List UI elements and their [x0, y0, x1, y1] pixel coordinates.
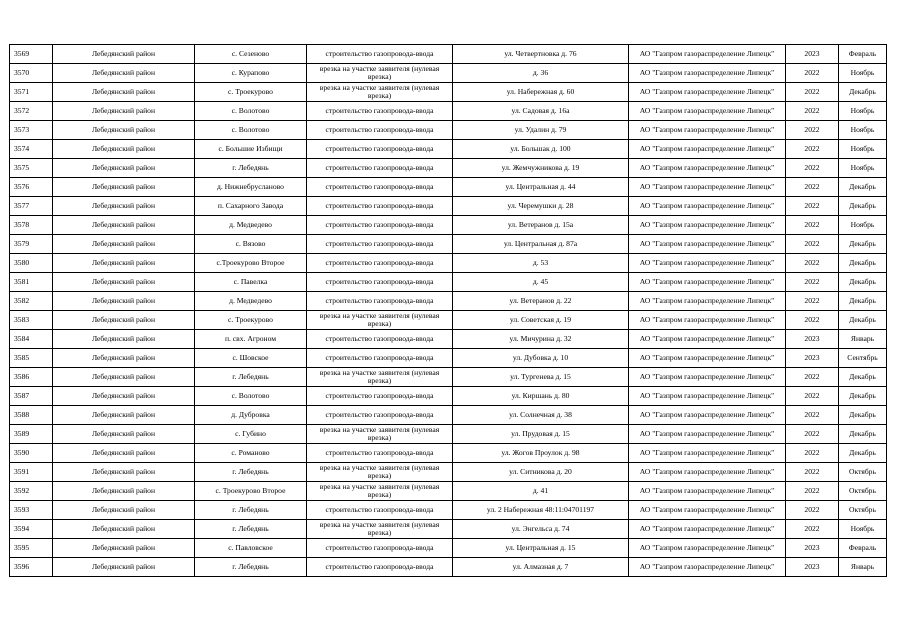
month-cell: Декабрь [839, 83, 887, 102]
settlement-cell: с. Павелка [195, 273, 307, 292]
work-type-cell: строительство газопровода-ввода [307, 216, 453, 235]
organization-cell: АО "Газпром газораспределение Липецк" [629, 558, 786, 577]
address-cell: ул. Алмазная д. 7 [453, 558, 629, 577]
settlement-cell: с.Троекурово Второе [195, 254, 307, 273]
settlement-cell: г. Лебедянь [195, 159, 307, 178]
settlement-cell: г. Лебедянь [195, 520, 307, 539]
row-number-cell: 3572 [10, 102, 53, 121]
settlement-cell: г. Лебедянь [195, 368, 307, 387]
month-cell: Ноябрь [839, 216, 887, 235]
year-cell: 2023 [786, 330, 839, 349]
registry-table-body [10, 45, 887, 577]
year-cell: 2022 [786, 140, 839, 159]
address-cell: д. 53 [453, 254, 629, 273]
month-cell: Сентябрь [839, 349, 887, 368]
address-cell: ул. Удалин д. 79 [453, 121, 629, 140]
table-row [10, 330, 887, 349]
table-row [10, 349, 887, 368]
year-cell: 2023 [786, 558, 839, 577]
month-cell: Декабрь [839, 368, 887, 387]
district-cell: Лебедянский район [53, 45, 195, 64]
table-row [10, 292, 887, 311]
settlement-cell: с. Романово [195, 444, 307, 463]
year-cell: 2022 [786, 83, 839, 102]
settlement-cell: с. Троекурово [195, 83, 307, 102]
work-type-cell: строительство газопровода-ввода [307, 539, 453, 558]
organization-cell: АО "Газпром газораспределение Липецк" [629, 273, 786, 292]
address-cell: ул. Садовая д. 16а [453, 102, 629, 121]
organization-cell: АО "Газпром газораспределение Липецк" [629, 311, 786, 330]
row-number-cell: 3588 [10, 406, 53, 425]
work-type-cell: строительство газопровода-ввода [307, 387, 453, 406]
year-cell: 2022 [786, 444, 839, 463]
month-cell: Ноябрь [839, 140, 887, 159]
year-cell: 2022 [786, 311, 839, 330]
month-cell: Декабрь [839, 197, 887, 216]
work-type-cell: строительство газопровода-ввода [307, 406, 453, 425]
organization-cell: АО "Газпром газораспределение Липецк" [629, 349, 786, 368]
organization-cell: АО "Газпром газораспределение Липецк" [629, 64, 786, 83]
year-cell: 2022 [786, 159, 839, 178]
address-cell: ул. Набережная д. 60 [453, 83, 629, 102]
address-cell: д. 41 [453, 482, 629, 501]
address-cell: ул. Центральная д. 44 [453, 178, 629, 197]
district-cell: Лебедянский район [53, 311, 195, 330]
work-type-cell: строительство газопровода-ввода [307, 121, 453, 140]
row-number-cell: 3581 [10, 273, 53, 292]
table-row [10, 216, 887, 235]
year-cell: 2022 [786, 520, 839, 539]
work-type-cell: строительство газопровода-ввода [307, 349, 453, 368]
address-cell: ул. Черемушки д. 28 [453, 197, 629, 216]
settlement-cell: г. Лебедянь [195, 558, 307, 577]
district-cell: Лебедянский район [53, 406, 195, 425]
row-number-cell: 3585 [10, 349, 53, 368]
month-cell: Декабрь [839, 178, 887, 197]
district-cell: Лебедянский район [53, 273, 195, 292]
organization-cell: АО "Газпром газораспределение Липецк" [629, 482, 786, 501]
settlement-cell: д. Нижнебрусланово [195, 178, 307, 197]
address-cell: ул. Ветеранов д. 15а [453, 216, 629, 235]
work-type-cell: строительство газопровода-ввода [307, 235, 453, 254]
month-cell: Декабрь [839, 425, 887, 444]
table-row [10, 482, 887, 501]
year-cell: 2022 [786, 64, 839, 83]
district-cell: Лебедянский район [53, 387, 195, 406]
district-cell: Лебедянский район [53, 444, 195, 463]
settlement-cell: с. Троекурово Второе [195, 482, 307, 501]
table-row [10, 102, 887, 121]
row-number-cell: 3569 [10, 45, 53, 64]
settlement-cell: с. Большие Избищи [195, 140, 307, 159]
settlement-cell: с. Вязово [195, 235, 307, 254]
organization-cell: АО "Газпром газораспределение Липецк" [629, 140, 786, 159]
organization-cell: АО "Газпром газораспределение Липецк" [629, 102, 786, 121]
table-row [10, 83, 887, 102]
row-number-cell: 3584 [10, 330, 53, 349]
work-type-cell: врезка на участке заявителя (нулевая врезка) [307, 311, 453, 330]
district-cell: Лебедянский район [53, 501, 195, 520]
row-number-cell: 3575 [10, 159, 53, 178]
row-number-cell: 3586 [10, 368, 53, 387]
month-cell: Ноябрь [839, 64, 887, 83]
district-cell: Лебедянский район [53, 197, 195, 216]
district-cell: Лебедянский район [53, 216, 195, 235]
table-row [10, 501, 887, 520]
month-cell: Декабрь [839, 235, 887, 254]
year-cell: 2022 [786, 102, 839, 121]
organization-cell: АО "Газпром газораспределение Липецк" [629, 159, 786, 178]
work-type-cell: врезка на участке заявителя (нулевая врезка) [307, 482, 453, 501]
district-cell: Лебедянский район [53, 102, 195, 121]
month-cell: Январь [839, 558, 887, 577]
month-cell: Декабрь [839, 311, 887, 330]
work-type-cell: строительство газопровода-ввода [307, 140, 453, 159]
settlement-cell: с. Шовское [195, 349, 307, 368]
organization-cell: АО "Газпром газораспределение Липецк" [629, 292, 786, 311]
month-cell: Ноябрь [839, 520, 887, 539]
month-cell: Декабрь [839, 387, 887, 406]
row-number-cell: 3574 [10, 140, 53, 159]
work-type-cell: строительство газопровода-ввода [307, 197, 453, 216]
settlement-cell: с. Сезеново [195, 45, 307, 64]
address-cell: ул. 2 Набережная 48:11:04701197 [453, 501, 629, 520]
district-cell: Лебедянский район [53, 64, 195, 83]
address-cell: ул. Мичурина д. 32 [453, 330, 629, 349]
organization-cell: АО "Газпром газораспределение Липецк" [629, 539, 786, 558]
row-number-cell: 3587 [10, 387, 53, 406]
address-cell: ул. Энгельса д. 74 [453, 520, 629, 539]
table-row [10, 311, 887, 330]
table-row [10, 64, 887, 83]
settlement-cell: с. Волотово [195, 387, 307, 406]
work-type-cell: строительство газопровода-ввода [307, 254, 453, 273]
work-type-cell: строительство газопровода-ввода [307, 330, 453, 349]
address-cell: ул. Жемчужникова д. 19 [453, 159, 629, 178]
table-row [10, 368, 887, 387]
organization-cell: АО "Газпром газораспределение Липецк" [629, 330, 786, 349]
table-row [10, 159, 887, 178]
settlement-cell: п. свх. Агроном [195, 330, 307, 349]
address-cell: д. 45 [453, 273, 629, 292]
work-type-cell: строительство газопровода-ввода [307, 558, 453, 577]
month-cell: Октябрь [839, 501, 887, 520]
address-cell: ул. Центральная д. 87а [453, 235, 629, 254]
settlement-cell: д. Медведево [195, 216, 307, 235]
address-cell: ул. Киршань д. 80 [453, 387, 629, 406]
address-cell: ул. Прудовая д. 15 [453, 425, 629, 444]
row-number-cell: 3593 [10, 501, 53, 520]
year-cell: 2022 [786, 368, 839, 387]
organization-cell: АО "Газпром газораспределение Липецк" [629, 235, 786, 254]
month-cell: Декабрь [839, 273, 887, 292]
row-number-cell: 3578 [10, 216, 53, 235]
month-cell: Январь [839, 330, 887, 349]
address-cell: ул. Центральная д. 15 [453, 539, 629, 558]
year-cell: 2022 [786, 235, 839, 254]
year-cell: 2022 [786, 273, 839, 292]
settlement-cell: с. Троекурово [195, 311, 307, 330]
year-cell: 2022 [786, 406, 839, 425]
year-cell: 2022 [786, 197, 839, 216]
row-number-cell: 3595 [10, 539, 53, 558]
year-cell: 2022 [786, 501, 839, 520]
month-cell: Декабрь [839, 444, 887, 463]
year-cell: 2023 [786, 539, 839, 558]
table-row [10, 539, 887, 558]
month-cell: Октябрь [839, 482, 887, 501]
district-cell: Лебедянский район [53, 349, 195, 368]
work-type-cell: строительство газопровода-ввода [307, 178, 453, 197]
month-cell: Декабрь [839, 254, 887, 273]
district-cell: Лебедянский район [53, 121, 195, 140]
row-number-cell: 3576 [10, 178, 53, 197]
row-number-cell: 3591 [10, 463, 53, 482]
work-type-cell: врезка на участке заявителя (нулевая врезка) [307, 368, 453, 387]
settlement-cell: с. Губино [195, 425, 307, 444]
address-cell: д. 36 [453, 64, 629, 83]
month-cell: Февраль [839, 45, 887, 64]
organization-cell: АО "Газпром газораспределение Липецк" [629, 463, 786, 482]
month-cell: Декабрь [839, 406, 887, 425]
organization-cell: АО "Газпром газораспределение Липецк" [629, 368, 786, 387]
row-number-cell: 3583 [10, 311, 53, 330]
row-number-cell: 3582 [10, 292, 53, 311]
month-cell: Ноябрь [839, 102, 887, 121]
settlement-cell: с. Курапово [195, 64, 307, 83]
row-number-cell: 3590 [10, 444, 53, 463]
organization-cell: АО "Газпром газораспределение Липецк" [629, 216, 786, 235]
year-cell: 2022 [786, 178, 839, 197]
table-row [10, 406, 887, 425]
district-cell: Лебедянский район [53, 425, 195, 444]
month-cell: Февраль [839, 539, 887, 558]
table-row [10, 425, 887, 444]
district-cell: Лебедянский район [53, 140, 195, 159]
settlement-cell: с. Волотово [195, 121, 307, 140]
address-cell: ул. Большак д. 100 [453, 140, 629, 159]
address-cell: ул. Солнечная д. 38 [453, 406, 629, 425]
district-cell: Лебедянский район [53, 330, 195, 349]
table-row [10, 463, 887, 482]
address-cell: ул. Ветеранов д. 22 [453, 292, 629, 311]
row-number-cell: 3573 [10, 121, 53, 140]
district-cell: Лебедянский район [53, 482, 195, 501]
settlement-cell: д. Дубровка [195, 406, 307, 425]
district-cell: Лебедянский район [53, 254, 195, 273]
gasification-registry-table [9, 44, 887, 577]
table-row [10, 273, 887, 292]
district-cell: Лебедянский район [53, 292, 195, 311]
year-cell: 2022 [786, 425, 839, 444]
organization-cell: АО "Газпром газораспределение Липецк" [629, 387, 786, 406]
organization-cell: АО "Газпром газораспределение Липецк" [629, 406, 786, 425]
row-number-cell: 3579 [10, 235, 53, 254]
organization-cell: АО "Газпром газораспределение Липецк" [629, 425, 786, 444]
address-cell: ул. Четвертновка д. 76 [453, 45, 629, 64]
district-cell: Лебедянский район [53, 558, 195, 577]
row-number-cell: 3596 [10, 558, 53, 577]
district-cell: Лебедянский район [53, 83, 195, 102]
table-row [10, 140, 887, 159]
month-cell: Ноябрь [839, 159, 887, 178]
work-type-cell: строительство газопровода-ввода [307, 159, 453, 178]
year-cell: 2022 [786, 121, 839, 140]
row-number-cell: 3570 [10, 64, 53, 83]
address-cell: ул. Тургенева д. 15 [453, 368, 629, 387]
table-row [10, 178, 887, 197]
work-type-cell: строительство газопровода-ввода [307, 273, 453, 292]
row-number-cell: 3589 [10, 425, 53, 444]
year-cell: 2023 [786, 45, 839, 64]
row-number-cell: 3571 [10, 83, 53, 102]
work-type-cell: строительство газопровода-ввода [307, 292, 453, 311]
year-cell: 2022 [786, 292, 839, 311]
work-type-cell: врезка на участке заявителя (нулевая врезка) [307, 425, 453, 444]
table-row [10, 444, 887, 463]
row-number-cell: 3594 [10, 520, 53, 539]
district-cell: Лебедянский район [53, 368, 195, 387]
month-cell: Ноябрь [839, 121, 887, 140]
district-cell: Лебедянский район [53, 235, 195, 254]
work-type-cell: строительство газопровода-ввода [307, 45, 453, 64]
year-cell: 2023 [786, 349, 839, 368]
organization-cell: АО "Газпром газораспределение Липецк" [629, 501, 786, 520]
organization-cell: АО "Газпром газораспределение Липецк" [629, 45, 786, 64]
month-cell: Октябрь [839, 463, 887, 482]
year-cell: 2022 [786, 254, 839, 273]
settlement-cell: д. Медведево [195, 292, 307, 311]
table-row [10, 235, 887, 254]
year-cell: 2022 [786, 387, 839, 406]
organization-cell: АО "Газпром газораспределение Липецк" [629, 178, 786, 197]
settlement-cell: г. Лебедянь [195, 463, 307, 482]
district-cell: Лебедянский район [53, 520, 195, 539]
district-cell: Лебедянский район [53, 178, 195, 197]
work-type-cell: врезка на участке заявителя (нулевая врезка) [307, 64, 453, 83]
work-type-cell: врезка на участке заявителя (нулевая врезка) [307, 83, 453, 102]
row-number-cell: 3577 [10, 197, 53, 216]
work-type-cell: строительство газопровода-ввода [307, 102, 453, 121]
district-cell: Лебедянский район [53, 463, 195, 482]
year-cell: 2022 [786, 216, 839, 235]
settlement-cell: п. Сахарного Завода [195, 197, 307, 216]
year-cell: 2022 [786, 463, 839, 482]
table-row [10, 45, 887, 64]
organization-cell: АО "Газпром газораспределение Липецк" [629, 254, 786, 273]
table-row [10, 121, 887, 140]
organization-cell: АО "Газпром газораспределение Липецк" [629, 83, 786, 102]
address-cell: ул. Советская д. 19 [453, 311, 629, 330]
district-cell: Лебедянский район [53, 159, 195, 178]
organization-cell: АО "Газпром газораспределение Липецк" [629, 197, 786, 216]
row-number-cell: 3592 [10, 482, 53, 501]
settlement-cell: с. Павловское [195, 539, 307, 558]
organization-cell: АО "Газпром газораспределение Липецк" [629, 121, 786, 140]
month-cell: Декабрь [839, 292, 887, 311]
work-type-cell: строительство газопровода-ввода [307, 501, 453, 520]
work-type-cell: врезка на участке заявителя (нулевая врезка) [307, 520, 453, 539]
row-number-cell: 3580 [10, 254, 53, 273]
table-row [10, 387, 887, 406]
year-cell: 2022 [786, 482, 839, 501]
settlement-cell: с. Волотово [195, 102, 307, 121]
organization-cell: АО "Газпром газораспределение Липецк" [629, 520, 786, 539]
settlement-cell: г. Лебедянь [195, 501, 307, 520]
table-row [10, 254, 887, 273]
organization-cell: АО "Газпром газораспределение Липецк" [629, 444, 786, 463]
work-type-cell: врезка на участке заявителя (нулевая врезка) [307, 463, 453, 482]
table-row [10, 197, 887, 216]
address-cell: ул. Ситникова д. 20 [453, 463, 629, 482]
district-cell: Лебедянский район [53, 539, 195, 558]
address-cell: ул. Жогов Проулок д. 98 [453, 444, 629, 463]
table-row [10, 558, 887, 577]
table-row [10, 520, 887, 539]
address-cell: ул. Дубовка д. 10 [453, 349, 629, 368]
work-type-cell: строительство газопровода-ввода [307, 444, 453, 463]
